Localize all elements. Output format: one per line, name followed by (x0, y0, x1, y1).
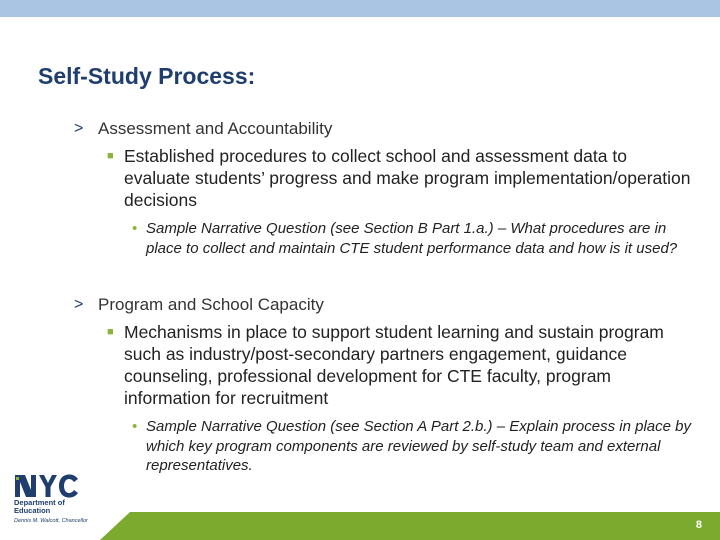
footer-bar (0, 512, 720, 540)
slide-title: Self-Study Process: (38, 63, 256, 89)
logo-tagline: Dennis M. Walcott, Chancellor (14, 518, 88, 524)
chevron-right-icon: > (74, 120, 84, 137)
sample-question-capacity (132, 417, 694, 476)
slide-body (74, 118, 694, 476)
sample-question-text: Sample Narrative Question (see Section A Part 2.b.) – Explain process in place by which key program components are reviewed by self-study team and external representatives. (146, 418, 691, 474)
section-point-text: Mechanisms in place to support student learning and sustain program such as industry/post-secondary partners engagement, guidance counseling, professional development for CTE faculty, program information for recruitment (124, 322, 664, 408)
square-bullet-icon: ■ (107, 150, 114, 162)
sample-question-text: Sample Narrative Question (see Section B Part 1.a.) – What procedures are in place to collect and maintain CTE student performance data and how is it used? (146, 220, 678, 257)
logo-department-text: Department of Education (14, 498, 65, 515)
section-heading-assessment (74, 118, 694, 139)
section-heading-text: Program and School Capacity (98, 295, 324, 314)
section-point-text: Established procedures to collect school and assessment data to evaluate students’ progress and make program implementation/operation decisions (124, 146, 691, 210)
square-bullet-icon: ■ (107, 326, 114, 338)
section-heading-capacity (74, 294, 694, 315)
chevron-right-icon: > (74, 296, 84, 313)
section-point-capacity (107, 321, 694, 409)
page-number: 8 (695, 519, 702, 531)
sample-question-assessment (132, 219, 694, 258)
section-point-assessment (107, 145, 694, 211)
section-spacer (74, 258, 694, 294)
nyc-wordmark-icon (15, 475, 78, 498)
dot-bullet-icon: • (132, 418, 138, 435)
section-heading-text: Assessment and Accountability (98, 119, 333, 138)
dot-bullet-icon: • (132, 220, 138, 237)
top-accent-bar (0, 0, 720, 17)
